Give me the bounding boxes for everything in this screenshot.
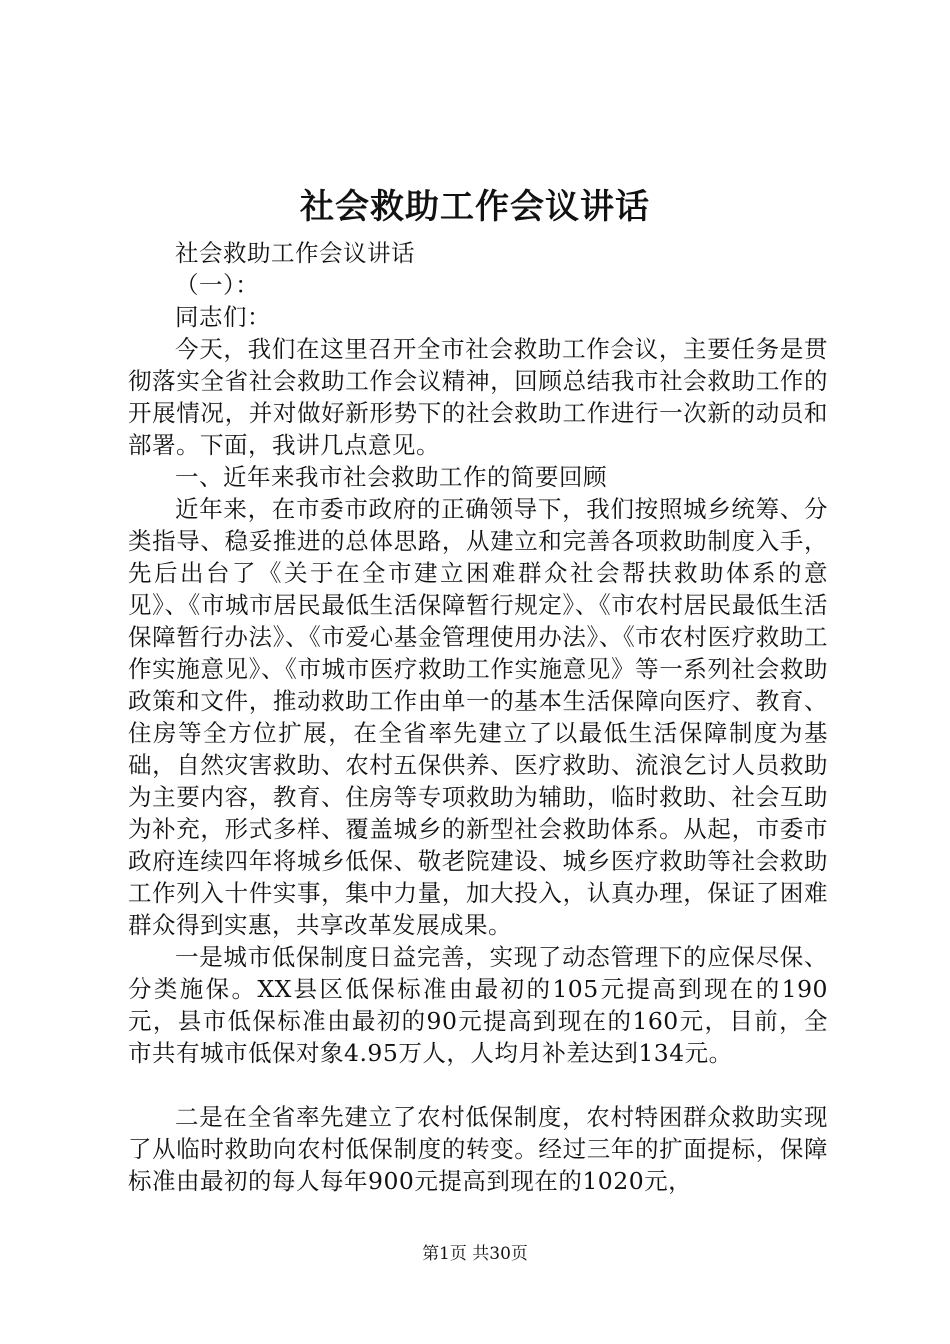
salutation: 同志们： — [175, 303, 271, 331]
section-heading: 一、近年来我市社会救助工作的简要回顾 — [175, 463, 607, 491]
subtitle-paragraph: 社会救助工作会议讲话 — [175, 239, 415, 267]
body-paragraph: 近年来，在市委市政府的正确领导下，我们按照城乡统筹、分类指导、稳妥推进的总体思路，从建立和完善各项救助制度入手，先后出台了《关于在全市建立困难群众社会帮扶救助体系的意见》、《市城市居民最低生活保障暂行规定》、《市农村居民最低生活保障暂行办法》、《市爱心基金管理使用办法》、《市农村医疗救助工作实施意见》、《市城市医疗救助工作实施意见》等一系列社会救助政策和文件，推动救助工作由单一的基本生活保障向医疗、教育、住房等全方位扩展，在全省率先建立了以最低生活保障制度为基础，自然灾害救助、农村五保供养、医疗救助、流浪乞讨人员救助为主要内容，教育、住房等专项救助为辅助，临时救助、社会互助为补充，形式多样、覆盖城乡的新型社会救助体系。从起，市委市政府连续四年将城乡低保、敬老院建设、城乡医疗救助等社会救助工作列入十件实事，集中力量，加大投入，认真办理，保证了困难群众得到实惠，共享改革发展成果。 — [128, 495, 828, 939]
section-marker: （一）： — [175, 271, 260, 299]
document-body — [128, 237, 828, 1197]
body-paragraph: 一是城市低保制度日益完善，实现了动态管理下的应保尽保、分类施保。XX县区低保标准由最初的105元提高到现在的190元，县市低保标准由最初的90元提高到现在的160元，目前，全市共有城市低保对象4.95万人，人均月补差达到134元。 — [128, 943, 828, 1067]
page-footer: 第1页 共30页 — [422, 1244, 528, 1264]
intro-paragraph: 今天，我们在这里召开全市社会救助工作会议，主要任务是贯彻落实全省社会救助工作会议精神，回顾总结我市社会救助工作的开展情况，并对做好新形势下的社会救助工作进行一次新的动员和部署。下面，我讲几点意见。 — [128, 335, 828, 459]
document-title: 社会救助工作会议讲话 — [300, 187, 650, 227]
body-paragraph: 二是在全省率先建立了农村低保制度，农村特困群众救助实现了从临时救助向农村低保制度的转变。经过三年的扩面提标，保障标准由最初的每人每年900元提高到现在的1020元， — [128, 1103, 828, 1195]
